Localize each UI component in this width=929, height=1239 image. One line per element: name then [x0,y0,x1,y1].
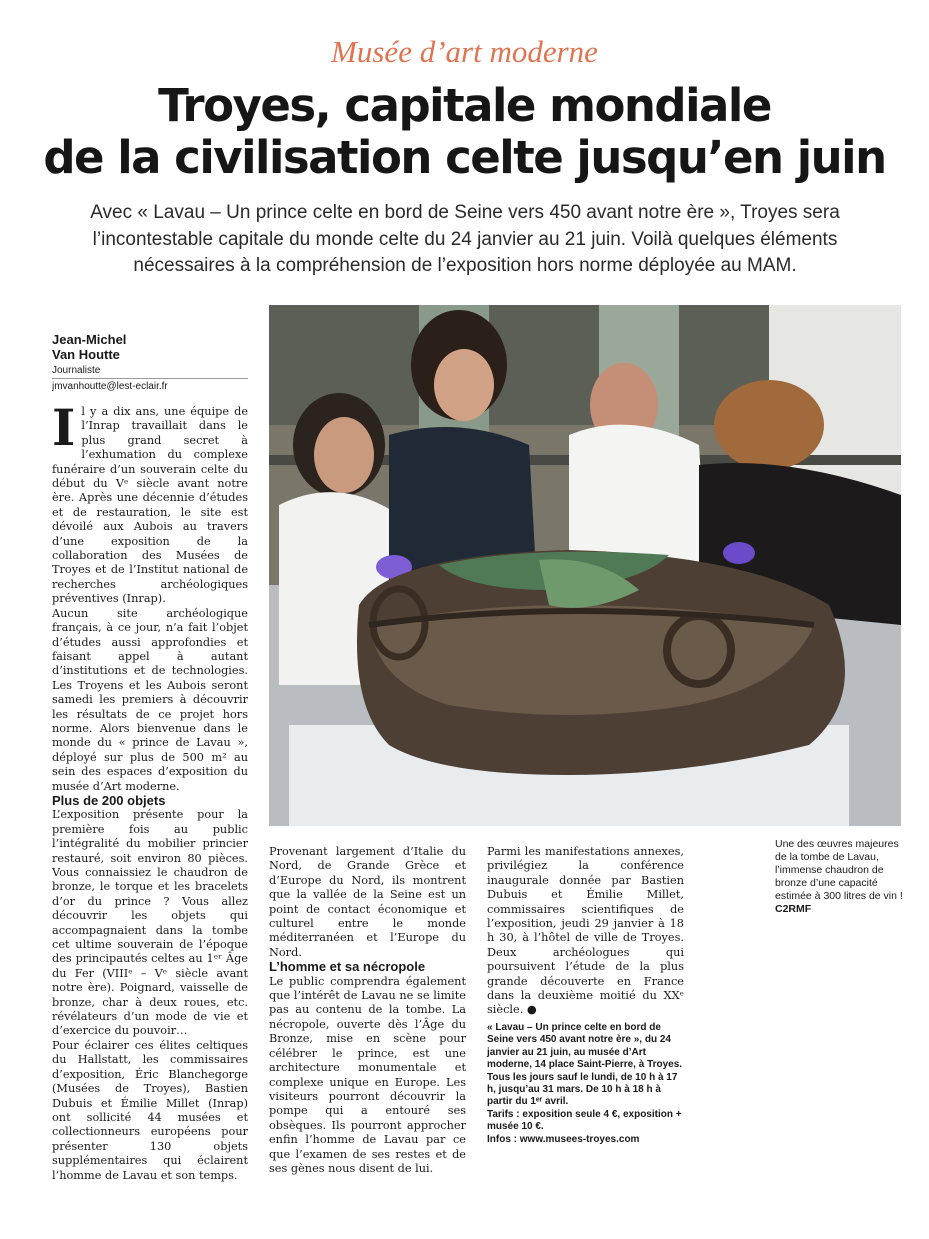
paragraph-4: Pour éclairer ces élites celtiques du Hallstatt, les commissaires d’exposition, Éric Blanchegorge (Musées de Troyes), Bastien Dubuis et Émilie Millet (Inrap) ont sollicité 44 musées et collectionneurs européens pour présenter 130 objets supplémentaires qui éclairent l’homme de Lavau et son temps. [52,1038,248,1182]
info-dates: « Lavau – Un prince celte en bord de Seine vers 450 avant notre ère », du 24 janvier au 21 juin, au musée d’Art moderne, 14 place Saint-Pierre, à Troyes. Tous les jours sauf le lundi, de 10 h à 17 h, jusqu’au 31 mars. De 10 h à 18 h à partir du 1ᵉʳ avril. [487,1021,683,1108]
column-1 [52,398,248,1183]
author-role: Journaliste [52,365,248,379]
cauldron-photo [269,305,901,826]
paragraph-1-text: l y a dix ans, une équipe de l’Inrap travaillait dans le plus grand secret à l’exhumation du complexe funéraire d’un souverain celte du début du Vᵉ siècle avant notre ère. Après une décennie d’études et de restauration, le site est dévoilé aux Aubois au travers d’une exposition de la collaboration des Musées de Troyes et de l’Institut national de recherches archéologiques préventives (Inrap). [52,405,248,606]
column-3 [487,845,684,1146]
photo-credit: C2RMF [775,903,812,915]
photo-caption [775,838,903,916]
paragraph-7: Parmi les manifestations annexes, privilégiez la conférence inaugurale donnée par Bastien Dubuis et Émilie Millet, commissaires scientifiques de l’exposition, jeudi 29 janvier à 18 h 30, à l’hôtel de ville de Troyes. Deux archéologues qui poursuivent l’étude de la plus grande découverte en France dans la deuxième moitié du XXᵉ siècle. ● [487,845,684,1017]
photo-caption-text: Une des œuvres majeures de la tombe de Lavau, l’immense chaudron de bronze d’une capacité estimée à 300 litres de vin ! [775,838,903,902]
subhead-objets: Plus de 200 objets [52,792,166,808]
author-name [52,332,248,362]
column-2 [269,845,466,1176]
chapo: Avec « Lavau – Un prince celte en bord de Seine vers 450 avant notre ère », Troyes sera l’incontestable capitale du monde celte du 24 janvier au 21 juin. Voilà quelques éléments nécessaires à la compréhension de l’exposition hors norme déployée au MAM. [90,202,840,276]
drop-cap: I [52,398,76,457]
paragraph-2: Aucun site archéologique français, à ce jour, n’a fait l’objet d’études aussi approfondies et faisant appel à autant d’institutions et de technologies. Les Troyens et les Aubois seront samedi les premiers à découvrir les résultats de ce projet hors norme. Alors bienvenue dans le monde du « prince de Lavau », déployé sur plus de 500 m² au sein des espaces d’exposition du musée d’Art moderne. [52,606,248,793]
headline [0,80,929,184]
headline-line-2: de la civilisation celte jusqu’en juin [43,131,886,184]
info-tarifs: Tarifs : exposition seule 4 €, exposition + musée 10 €. [487,1108,682,1133]
author-name-line-2: Van Houtte [52,347,120,362]
info-website[interactable]: Infos : www.musees-troyes.com [487,1133,640,1145]
cauldron-photo-illustration [269,305,901,826]
author-name-line-1: Jean-Michel [52,332,127,347]
byline [52,332,248,392]
author-email[interactable]: jmvanhoutte@lest-eclair.fr [52,381,168,392]
paragraph-6: Le public comprendra également que l’intérêt de Lavau ne se limite pas au contenu de la tombe. La nécropole, ouverte dès l’Âge du Bronze, mise en scène pour célébrer le prince, est une architecture monumentale et complexe unique en Europe. Les visiteurs pourront découvrir la pompe qui a entouré ses obsèques. Ils pourront approcher enfin l’homme de Lavau par ce que l’examen de ses restes et de ses gènes nous disent de lui. [269,974,466,1175]
paragraph-1 [52,398,248,607]
paragraph-3: L’exposition présente pour la première fois au public l’intégralité du mobilier princier restauré, soit environ 80 pièces. Vous connaissiez le chaudron de bronze, le torque et les bracelets d’or du prince ? Vous allez découvrir les objets qui accompagnaient dans la tombe cet ultime souverain de l’époque des principautés celtes au 1ᵉʳ Âge du Fer (VIIIᵉ – Vᵉ siècle avant notre ère). Poignard, vaisselle de bronze, char à deux roues, etc. révélateurs d’un mode de vie et d’exercice du pouvoir… [52,808,248,1038]
paragraph-5: Provenant largement d’Italie du Nord, de Grande Grèce et d’Europe du Nord, ils montrent que la vallée de la Seine est un point de contact économique et culturel entre le monde méditerranéen et l’Europe du Nord. [269,845,466,959]
info-box [487,1022,684,1146]
subhead-necropole: L’homme et sa nécropole [269,959,426,975]
headline-line-1: Troyes, capitale mondiale [158,79,771,132]
section-kicker: Musée d’art moderne [331,34,598,69]
